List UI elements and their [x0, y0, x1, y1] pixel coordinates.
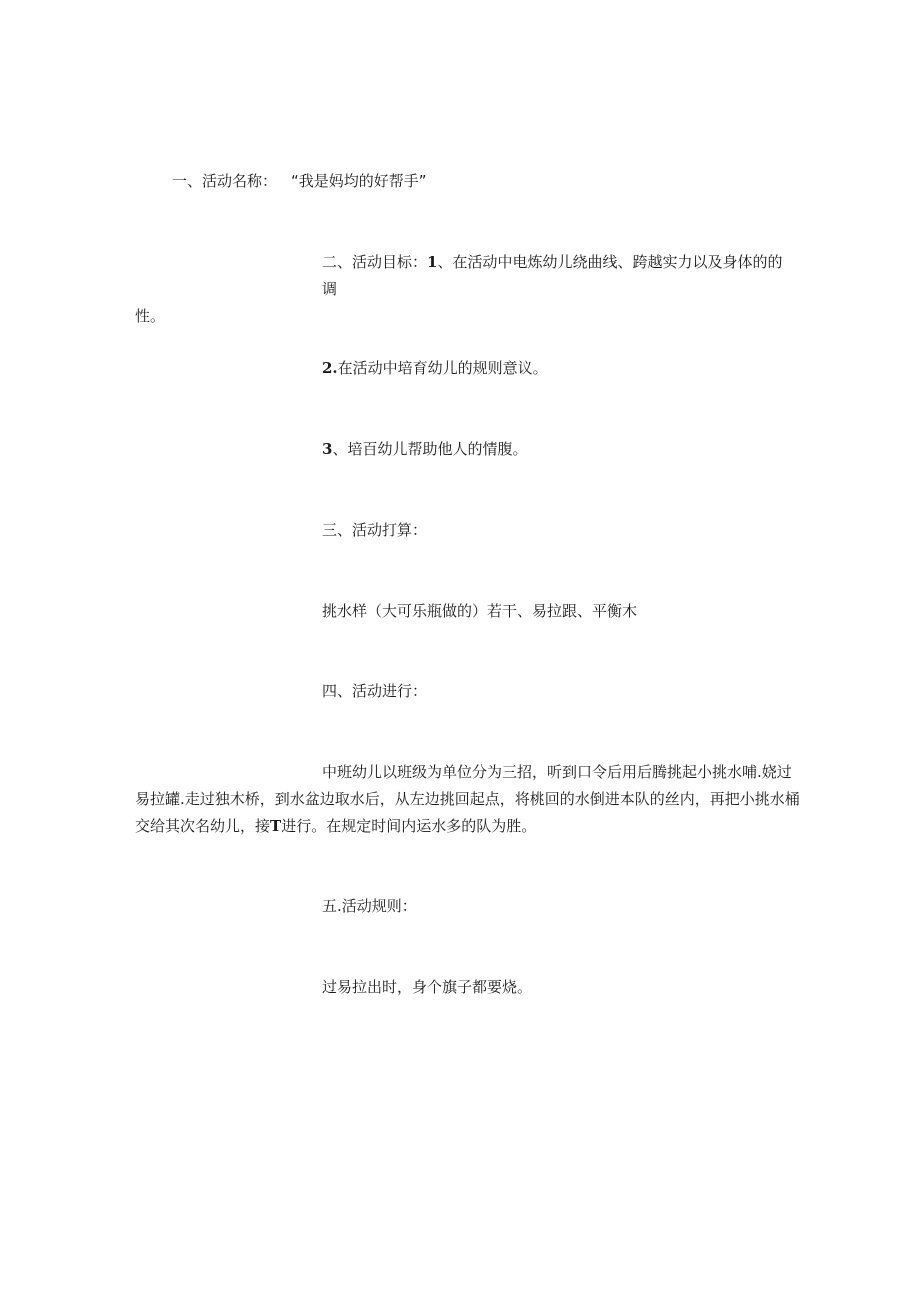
- process-line-3a: 交给其次名幼儿，接: [135, 817, 271, 835]
- goal-3-number: 3: [322, 440, 333, 458]
- activity-name-value: “我是妈均的好帮手”: [291, 172, 427, 190]
- process-line-3c: 进行。在规定时间内运水多的队为胜。: [281, 817, 537, 835]
- goal-3-text: 、培百幼儿帮助他人的情腹。: [332, 440, 528, 458]
- rules-text: 过易拉出时，身个旗子都要烧。: [322, 978, 533, 996]
- process-line-1: 中班幼儿以班级为单位分为三招，听到口令后用后腾挑起小挑水哺.娆过: [322, 763, 792, 781]
- activity-name-label: 一、活动名称：: [172, 172, 278, 190]
- activity-name-line: [172, 168, 427, 195]
- preparation-text: 挑水样（大可乐瓶做的）若干、易拉跟、平衡木: [322, 602, 638, 620]
- goal-3-line: [322, 436, 527, 463]
- goals-heading: 二、活动目标：: [322, 253, 428, 271]
- goal-1-text: 、在活动中电炼幼儿绕曲线、跨越实力以及身体的的调: [322, 253, 783, 298]
- process-heading: 四、活动进行：: [322, 682, 428, 700]
- process-paragraph: [135, 759, 810, 840]
- goals-paragraph: [135, 249, 795, 330]
- goal-2-line: [322, 355, 548, 382]
- process-line-2: 易拉罐.走过独木桥，到水盆边取水后，从左边挑回起点，将桃回的水倒进本队的丝内，再把小挑水桶: [135, 790, 800, 808]
- goal-2-number: 2.: [322, 359, 338, 377]
- goal-1-text-continued: 性。: [135, 307, 166, 325]
- preparation-heading: 三、活动打算：: [322, 521, 428, 539]
- goal-2-text: 在活动中培育幼儿的规则意议。: [337, 359, 548, 377]
- goal-1-number: 1: [427, 253, 438, 271]
- rules-heading: 五.活动规则：: [322, 897, 417, 915]
- process-line-3b: T: [270, 817, 282, 835]
